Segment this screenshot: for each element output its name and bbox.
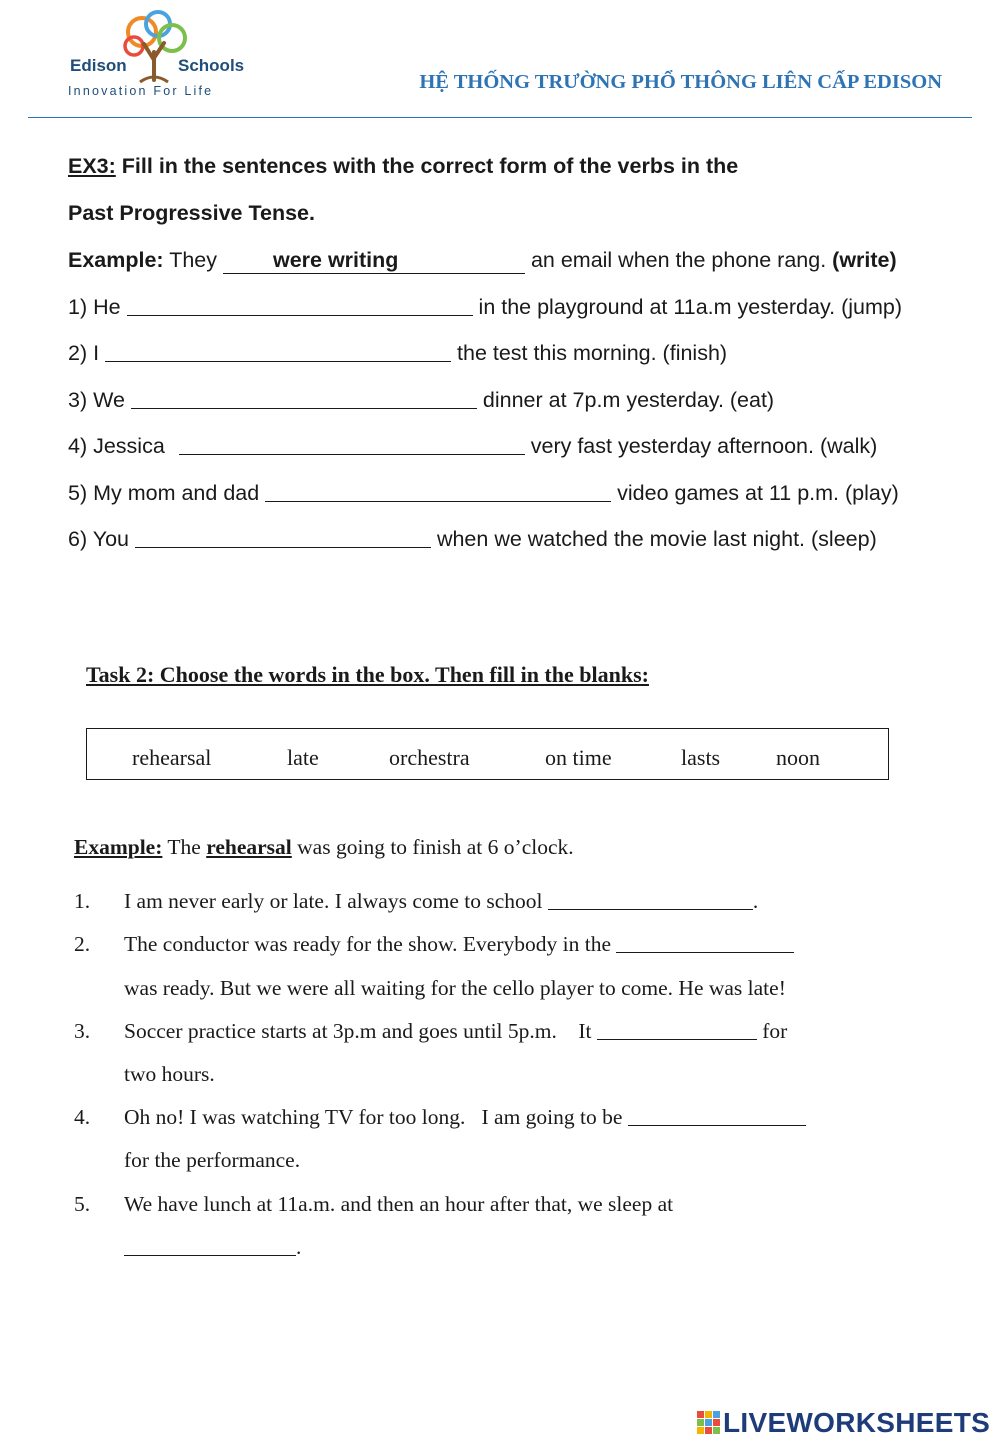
task2-item-2-blank[interactable]	[616, 951, 794, 953]
ex3-label: EX3:	[68, 154, 116, 178]
task2-example-before: The	[162, 835, 207, 859]
ex3-example	[68, 248, 897, 274]
ex3-item-3	[68, 388, 774, 413]
word-bank-item: orchestra	[389, 745, 470, 770]
task2-item-3-after: for	[756, 1019, 788, 1043]
word-bank-item: lasts	[681, 745, 721, 770]
task2-item-4-blank[interactable]	[628, 1124, 806, 1126]
header-title: HỆ THỐNG TRƯỜNG PHỔ THÔNG LIÊN CẤP EDISON	[419, 71, 942, 93]
task2-item-3-text: Soccer practice starts at 3p.m and goes until 5p.m. It	[124, 1019, 597, 1043]
ex3-item-1-blank[interactable]	[127, 314, 473, 316]
task2-item-4-line1	[124, 1105, 806, 1130]
task2-item-4-text: Oh no! I was watching TV for too long. I am going to be	[124, 1105, 628, 1129]
ex3-item-6-blank[interactable]	[135, 546, 431, 548]
ex3-example-blank	[223, 248, 525, 274]
task2-item-5-blank[interactable]	[124, 1254, 296, 1256]
ex3-item-4	[68, 434, 877, 459]
ex3-item-2-before: 2) I	[68, 341, 106, 365]
task2-item-3-line2: two hours.	[124, 1062, 215, 1086]
task2-item-5-line1: We have lunch at 11a.m. and then an hour after that, we sleep at	[124, 1192, 674, 1216]
ex3-item-2	[68, 341, 727, 366]
ex3-example-verb: (write)	[832, 248, 897, 272]
ex3-instruction-line2: Past Progressive Tense.	[68, 201, 315, 225]
task2-item-1-after: .	[752, 889, 759, 913]
ex3-item-3-before: 3) We	[68, 388, 131, 412]
liveworksheets-icon	[697, 1411, 721, 1435]
task2-item-2-line2: was ready. But we were all waiting for the cello player to come. He was late!	[124, 976, 786, 1000]
word-bank-item: rehearsal	[132, 745, 212, 770]
task2-item-4-line2: for the performance.	[124, 1148, 301, 1172]
ex3-item-4-before: 4) Jessica	[68, 434, 171, 458]
ex3-instruction-line1	[68, 154, 738, 179]
ex3-item-2-after: the test this morning. (finish)	[451, 341, 728, 365]
task2-example	[74, 835, 574, 860]
ex3-item-5-after: video games at 11 p.m. (play)	[611, 481, 899, 505]
task2-item-5-after: .	[296, 1235, 302, 1259]
task2-item-2-text: The conductor was ready for the show. Everybody in the	[124, 932, 617, 956]
ex3-item-5-blank[interactable]	[265, 500, 611, 502]
task2-item-5-line2	[124, 1235, 301, 1260]
task2-item-1-text: I am never early or late. I always come to school	[124, 889, 548, 913]
logo-brand-right: Schools	[178, 56, 245, 75]
ex3-item-6	[68, 527, 877, 552]
ex3-item-6-after: when we watched the movie last night. (sleep)	[430, 527, 877, 551]
task2-item-3-line1	[124, 1019, 787, 1044]
task2-item-3-blank[interactable]	[597, 1038, 757, 1040]
task2-item-1-number: 1.	[74, 889, 91, 913]
ex3-item-1	[68, 295, 902, 320]
ex3-item-4-blank[interactable]	[179, 453, 525, 455]
ex3-example-before: They	[163, 248, 223, 272]
word-bank-item: noon	[776, 745, 820, 770]
task2-item-2-line1	[124, 932, 794, 957]
task2-title: Task 2: Choose the words in the box. Then fill in the blanks:	[86, 662, 649, 687]
task2-item-2-number: 2.	[74, 932, 91, 956]
school-logo	[0, 0, 260, 110]
logo-tagline: Innovation For Life	[68, 84, 214, 98]
word-bank-item: late	[287, 745, 319, 770]
liveworksheets-brand-text: LIVEWORKSHEETS	[723, 1407, 991, 1438]
task2-item-3-number: 3.	[74, 1019, 91, 1043]
ex3-instruction-text: Fill in the sentences with the correct form of the verbs in the	[115, 154, 739, 178]
ex3-item-3-after: dinner at 7p.m yesterday. (eat)	[476, 388, 775, 412]
ex3-item-6-before: 6) You	[68, 527, 135, 551]
task2-example-label: Example:	[74, 835, 163, 859]
task2-item-5-number: 5.	[74, 1192, 91, 1216]
word-bank-item: on time	[545, 745, 612, 770]
ex3-example-label: Example:	[68, 248, 164, 272]
task2-example-after: was going to finish at 6 o’clock.	[291, 835, 574, 859]
header-divider	[28, 117, 972, 118]
ex3-item-1-after: in the playground at 11a.m yesterday. (jump)	[472, 295, 902, 319]
task2-example-word: rehearsal	[206, 835, 292, 859]
ex3-example-answer: were writing	[272, 248, 399, 272]
ex3-item-1-before: 1) He	[68, 295, 127, 319]
logo-brand-left: Edison	[70, 56, 127, 75]
task2-item-4-number: 4.	[74, 1105, 91, 1129]
ex3-item-2-blank[interactable]	[105, 360, 451, 362]
ex3-example-after: an email when the phone rang.	[524, 248, 833, 272]
ex3-item-5	[68, 481, 899, 506]
ex3-item-3-blank[interactable]	[131, 407, 477, 409]
ex3-item-5-before: 5) My mom and dad	[68, 481, 266, 505]
task2-item-1-line1	[124, 889, 758, 914]
ex3-item-4-after: very fast yesterday afternoon. (walk)	[524, 434, 878, 458]
task2-item-1-blank[interactable]	[548, 908, 753, 910]
